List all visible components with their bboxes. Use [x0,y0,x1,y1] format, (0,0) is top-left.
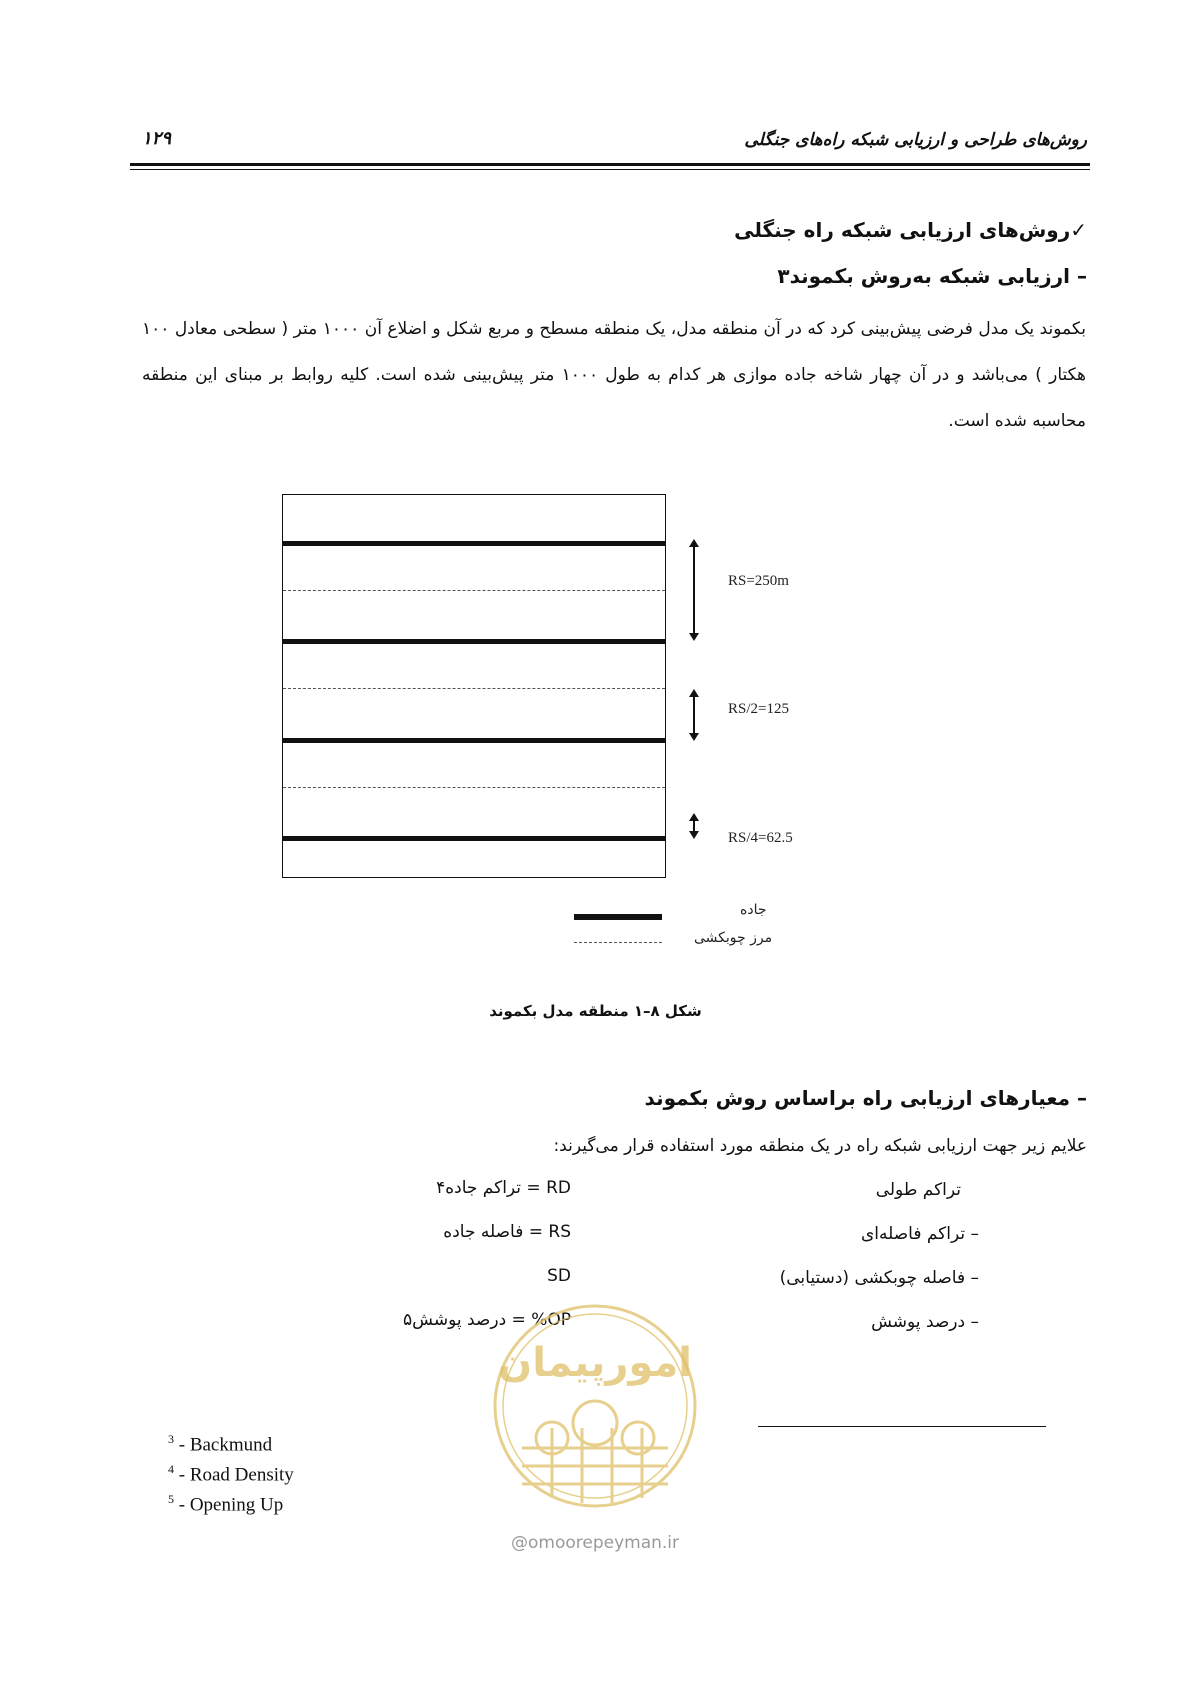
criterion-name: – فاصله چوبکشی (دستیابی) [779,1268,979,1288]
skidding-boundary-line [283,787,665,788]
legend-road-label: جاده [740,902,767,918]
header-rule-thin [130,169,1090,170]
rs-quarter-label: RS/4=62.5 [728,830,793,846]
footnote-rule [758,1426,1046,1427]
rs-label: RS=250m [728,573,789,589]
road-line [283,541,665,546]
legend-road-swatch [574,914,662,920]
footnote: $^4$ - Road Density [168,1462,294,1486]
criterion-name: تراکم طولی [875,1180,961,1200]
footnote: $^5$ - Opening Up [168,1492,284,1516]
criterion-symbol: SD [547,1266,571,1286]
skidding-boundary-line [283,590,665,591]
running-title: روش‌های طراحی و ارزیابی شبکه راه‌های جنگلی [744,130,1087,150]
criterion-symbol: RD = تراکم جاده۴ [436,1178,571,1198]
intro-paragraph: بکموند یک مدل فرضی پیش‌بینی کرد که در آن منطقه مدل، یک منطقه مسطح و مربع شکل و اضلاع آن ۱۰۰۰ متر ( سطحی معادل ۱۰۰ هکتار ) می‌باشد و در آن چهار شاخه جاده موازی هر کدام به طول ۱۰۰۰ متر پیش‌بینی شده است. کلیه روابط بر مبنای این منطقه محاسبه شده است. [142,319,1087,431]
page-number: ۱۲۹ [142,128,172,149]
criterion-symbol: OP% = درصد پوشش۵ [403,1310,571,1330]
criterion-name: – درصد پوشش [871,1312,979,1332]
road-line [283,836,665,841]
road-line [283,639,665,644]
backmund-model-figure [270,490,830,960]
watermark-seal-icon [482,1298,708,1558]
skidding-boundary-line [283,688,665,689]
rs-half-label: RS/2=125 [728,701,789,717]
criterion-symbol: RS = فاصله جاده [443,1222,571,1242]
subsection-heading: – ارزیابی شبکه به‌روش بکموند۳ [777,264,1087,288]
legend-boundary-label: مرز چوبکشی [694,930,773,946]
road-line [283,738,665,743]
double-arrow-icon [693,546,695,634]
watermark-logo [482,1298,708,1558]
criterion-name: – تراکم فاصله‌ای [860,1224,979,1244]
section-heading: ✓روش‌های ارزیابی شبکه راه جنگلی [734,218,1087,242]
watermark-brand: امورپیمان [498,1340,692,1386]
criteria-heading: – معیارهای ارزیابی راه براساس روش بکموند [644,1086,1087,1110]
criteria-intro: علایم زیر جهت ارزیابی شبکه راه در یک منطقه مورد استفاده قرار می‌گیرند: [553,1136,1087,1156]
model-area-square [282,494,666,878]
legend-boundary-swatch [574,942,662,943]
footnote: $^3$ - Backmund [168,1432,273,1456]
header-rule [130,163,1090,166]
double-arrow-icon [693,820,695,832]
double-arrow-icon [693,696,695,734]
watermark-url: @omoorepeyman.ir [510,1533,680,1553]
figure-caption: شکل ۸–۱ منطقه مدل بکموند [489,1002,702,1020]
